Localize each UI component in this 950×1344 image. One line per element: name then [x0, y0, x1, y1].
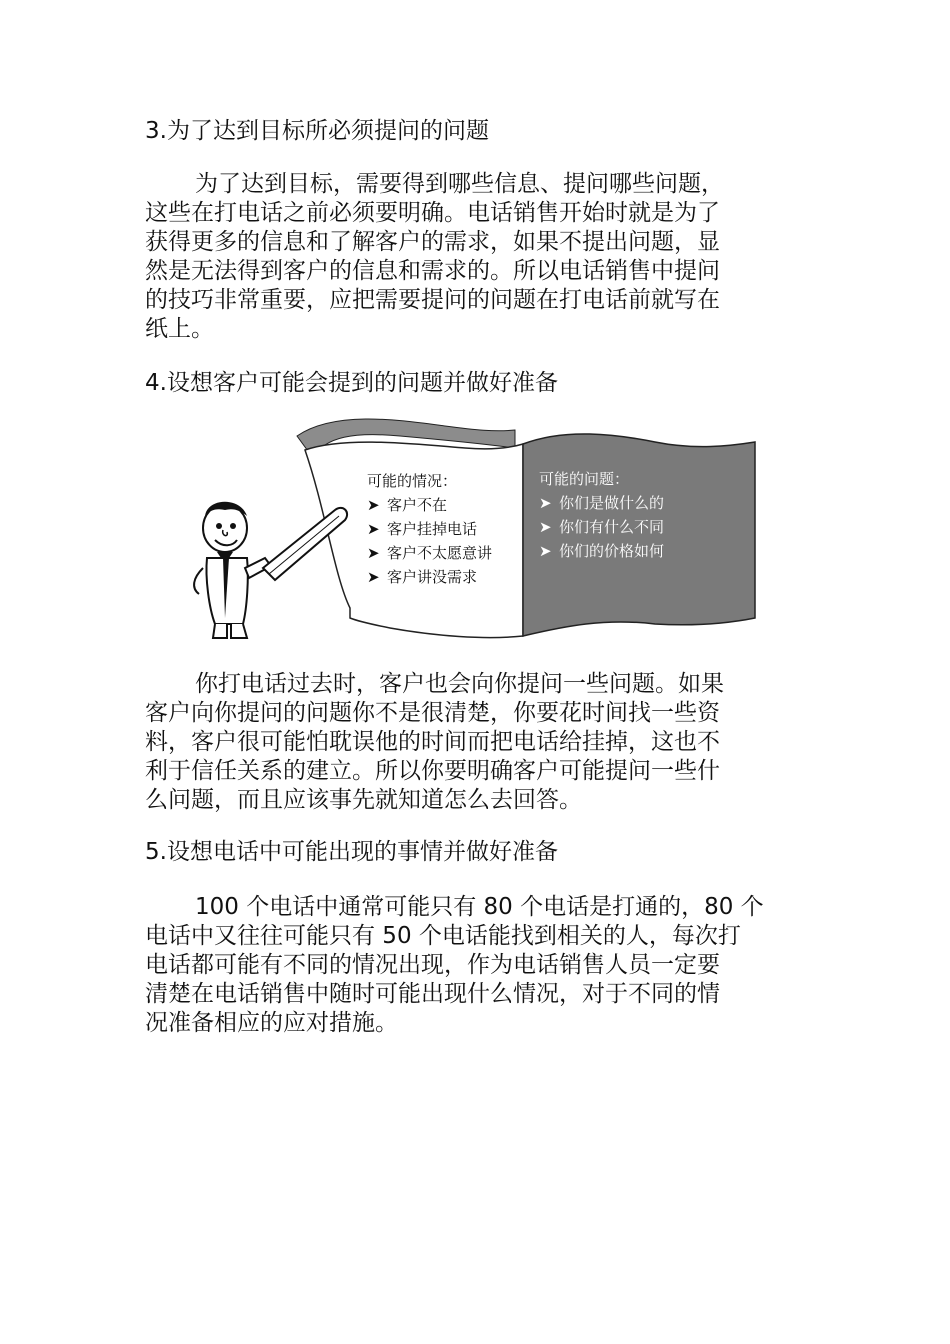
paragraph-line: 电话都可能有不同的情况出现，作为电话销售人员一定要	[145, 952, 720, 978]
paragraph-line: 的技巧非常重要，应把需要提问的问题在打电话前就写在	[145, 287, 720, 313]
paragraph-line: 这些在打电话之前必须要明确。电话销售开始时就是为了	[145, 200, 720, 226]
left-panel-item: 客户讲没需求	[387, 568, 478, 586]
right-panel-item: 你们的价格如何	[559, 542, 665, 560]
paragraph-line: 客户向你提问的问题你不是很清楚，你要花时间找一些资	[145, 700, 720, 726]
section-4-heading: 4.设想客户可能会提到的问题并做好准备	[145, 370, 558, 396]
paragraph-line: 料，客户很可能怕耽误他的时间而把电话给挂掉，这也不	[145, 729, 720, 755]
section-3-heading: 3.为了达到目标所必须提问的问题	[145, 118, 489, 144]
left-bullet-icon: ➤	[367, 544, 380, 562]
right-panel-title: 可能的问题：	[539, 470, 630, 488]
right-panel-item: 你们有什么不同	[559, 518, 665, 536]
right-bullet-icon: ➤	[539, 542, 552, 560]
paragraph-line: 获得更多的信息和了解客户的需求，如果不提出问题，显	[145, 229, 720, 255]
left-bullet-icon: ➤	[367, 568, 380, 586]
right-bullet-icon: ➤	[539, 494, 552, 512]
section-5-heading: 5.设想电话中可能出现的事情并做好准备	[145, 839, 558, 865]
section-3-paragraph	[145, 170, 805, 344]
left-panel-item: 客户不太愿意讲	[387, 544, 493, 562]
paragraph-line: 电话中又往往可能只有 50 个电话能找到相关的人，每次打	[145, 923, 741, 949]
left-bullet-icon: ➤	[367, 520, 380, 538]
cartoon-presenter	[194, 502, 271, 638]
paragraph-line: 清楚在电话销售中随时可能出现什么情况，对于不同的情	[145, 981, 720, 1007]
right-panel-item: 你们是做什么的	[559, 494, 665, 512]
section-5-paragraph	[145, 893, 805, 1038]
right-bullet-icon: ➤	[539, 518, 552, 536]
paragraph-line: 为了达到目标，需要得到哪些信息、提问哪些问题，	[195, 171, 724, 197]
paragraph-line: 100 个电话中通常可能只有 80 个电话是打通的，80 个	[195, 894, 764, 920]
illustration-banner	[185, 418, 765, 650]
paragraph-line: 你打电话过去时，客户也会向你提问一些问题。如果	[195, 671, 724, 697]
left-panel-item: 客户不在	[387, 496, 448, 514]
paragraph-line: 然是无法得到客户的信息和需求的。所以电话销售中提问	[145, 258, 720, 284]
left-panel-item: 客户挂掉电话	[387, 520, 478, 538]
paragraph-line: 况准备相应的应对措施。	[145, 1010, 398, 1036]
section-4-paragraph	[145, 670, 805, 815]
paragraph-line: 么问题，而且应该事先就知道怎么去回答。	[145, 787, 582, 813]
left-panel-title: 可能的情况：	[367, 472, 458, 490]
left-bullet-icon: ➤	[367, 496, 380, 514]
paragraph-line: 纸上。	[145, 316, 214, 342]
banner-svg	[185, 418, 765, 650]
paragraph-line: 利于信任关系的建立。所以你要明确客户可能提问一些什	[145, 758, 720, 784]
